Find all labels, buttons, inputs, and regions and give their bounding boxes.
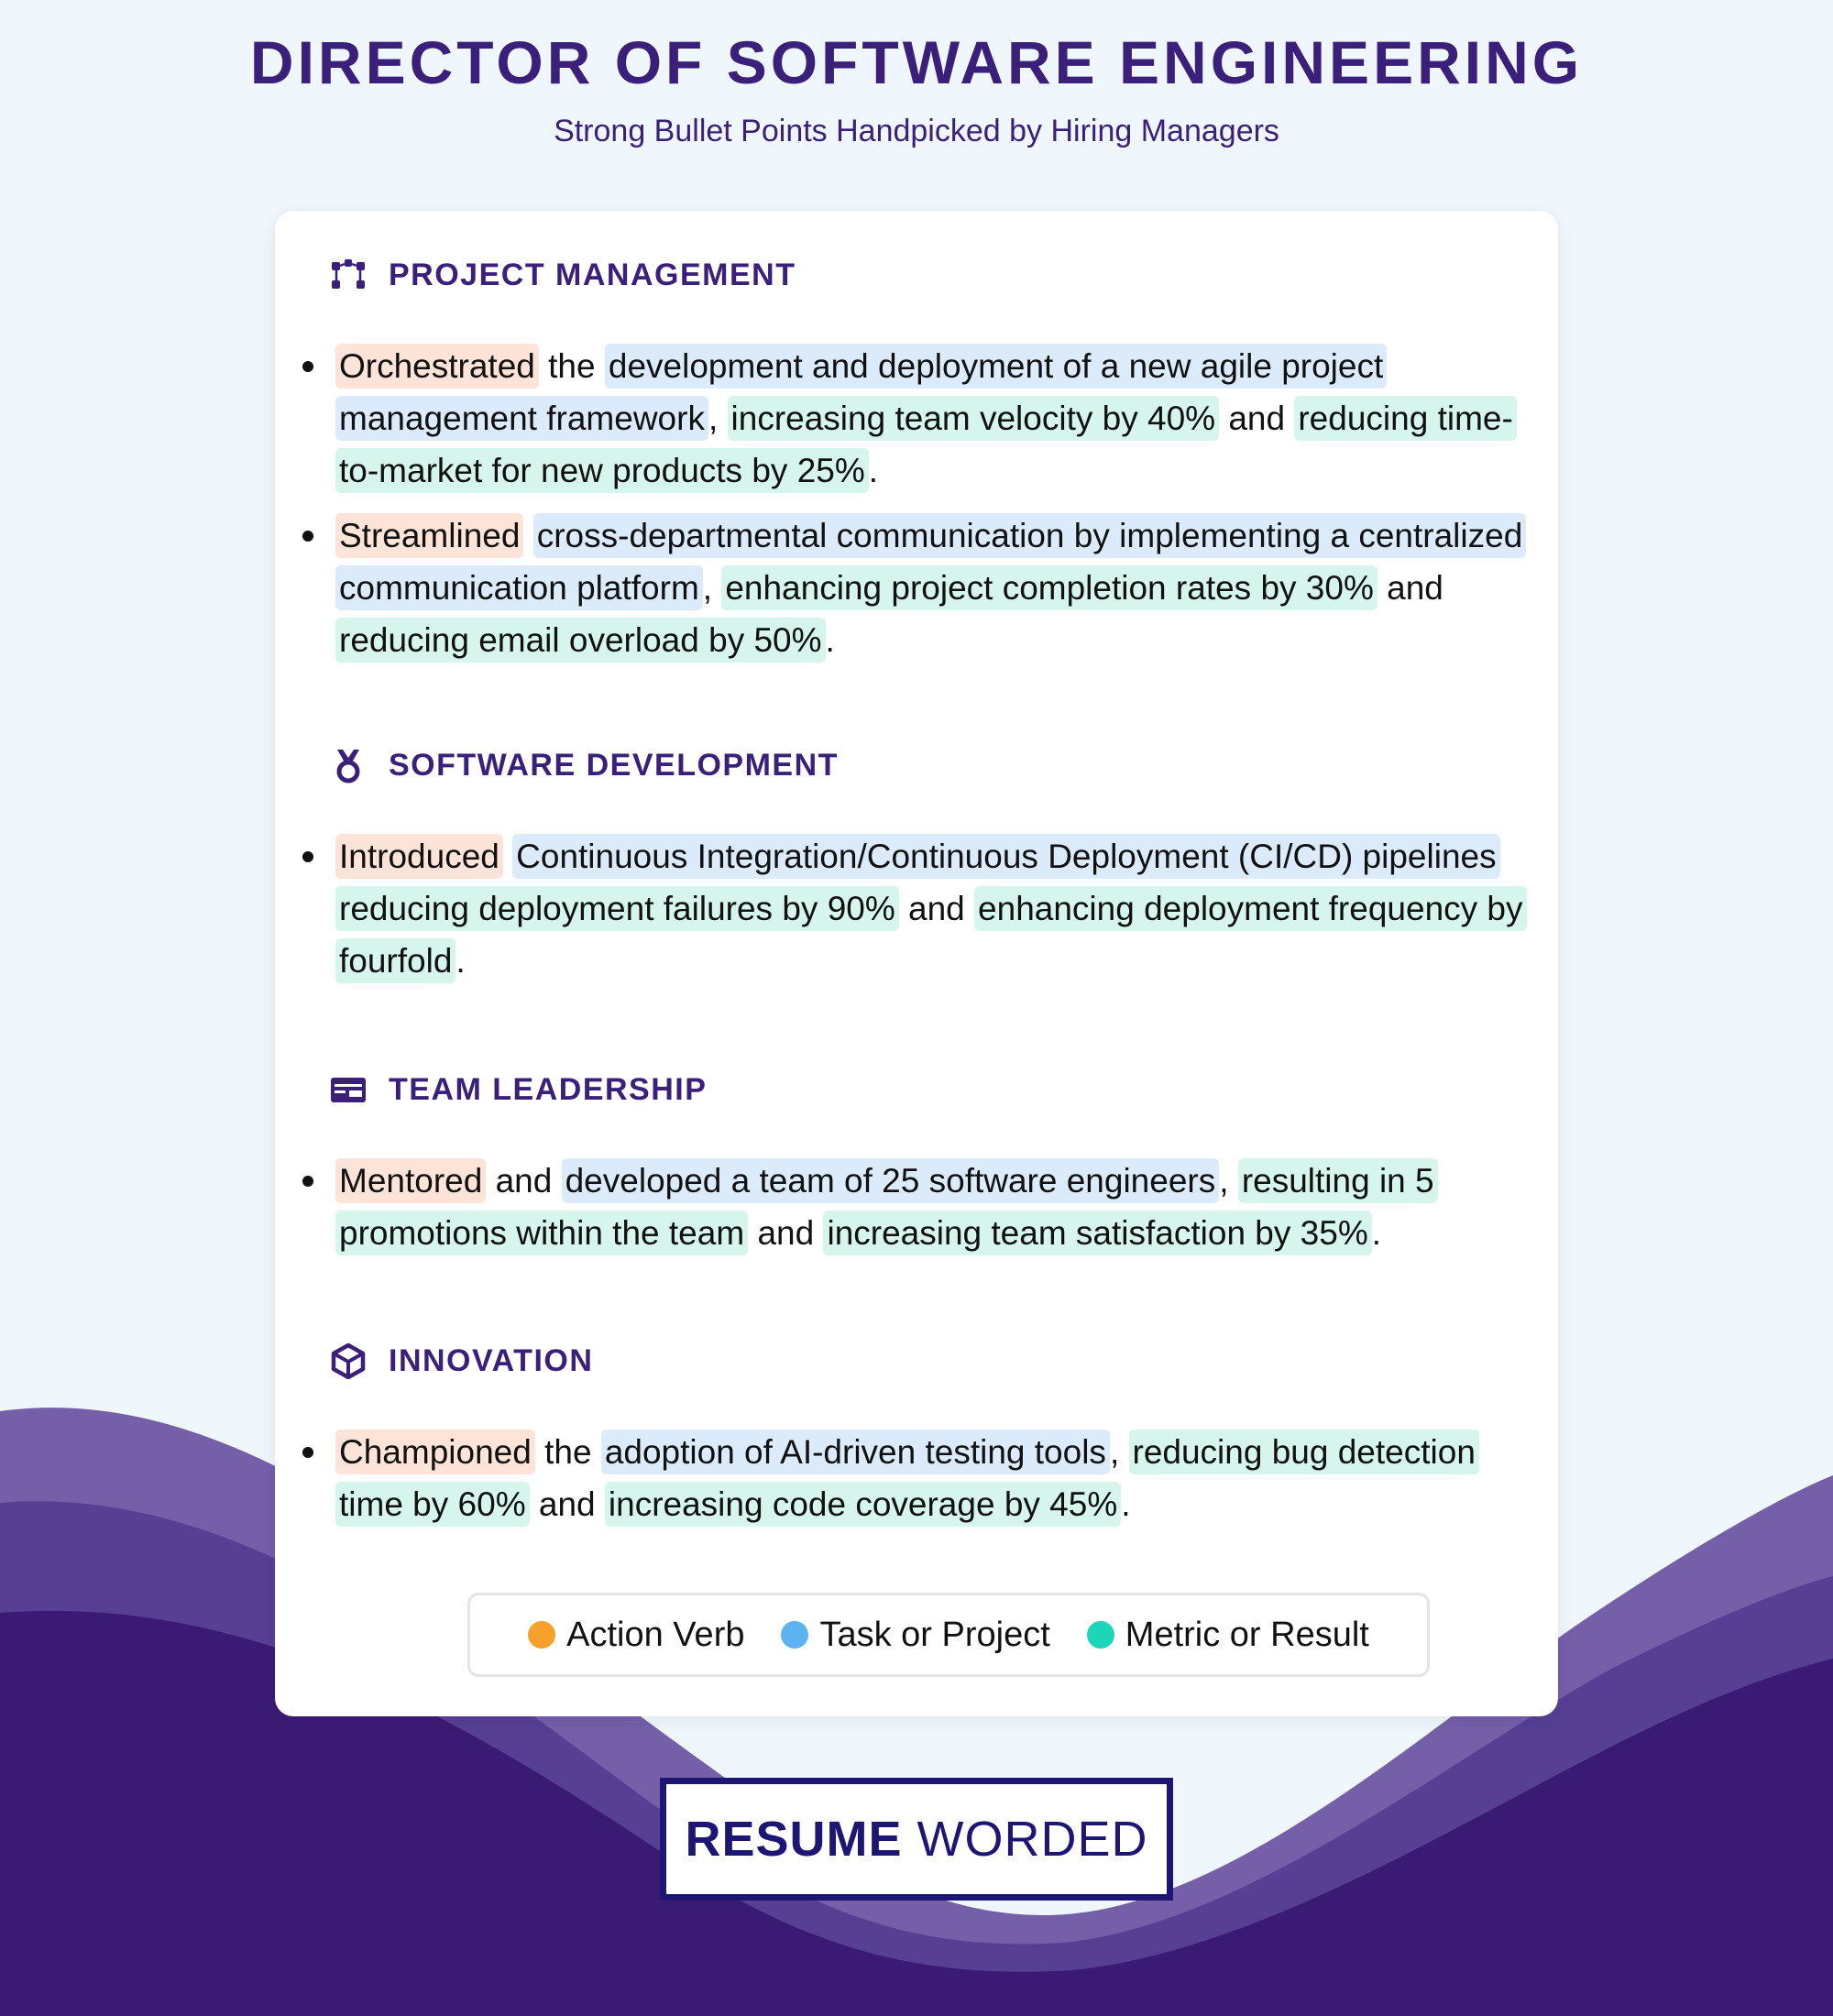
section-title: SOFTWARE DEVELOPMENT	[389, 747, 839, 783]
bullet-card	[275, 211, 1558, 1716]
highlight-metric: increasing code coverage by 45%	[605, 1482, 1121, 1527]
bullet-text: the	[538, 347, 605, 385]
page-title: DIRECTOR OF SOFTWARE ENGINEERING	[249, 28, 1584, 96]
bullet-text: .	[868, 452, 879, 489]
highlight-metric: reducing time-to-market for new products by 25%	[335, 396, 1517, 493]
bullet-text: .	[456, 942, 466, 980]
section-title: PROJECT MANAGEMENT	[389, 257, 796, 292]
bullet-text: .	[1371, 1214, 1381, 1252]
page-subtitle: Strong Bullet Points Handpicked by Hiring Managers	[554, 114, 1279, 148]
bullet-text: and	[529, 1485, 605, 1523]
color-legend	[467, 1593, 1430, 1677]
legend-item-action-verb	[528, 1616, 744, 1655]
bullet-text: and	[898, 890, 975, 927]
legend-item-task-or-project	[781, 1616, 1049, 1655]
highlight-metric: reducing deployment failures by 90%	[335, 886, 899, 931]
legend-label: Action Verb	[566, 1615, 745, 1654]
highlight-metric: increasing team satisfaction by 35%	[823, 1211, 1371, 1255]
bullet-list	[275, 830, 1525, 1000]
bullet-list	[275, 1426, 1525, 1543]
highlight-metric: enhancing project completion rates by 30%	[721, 565, 1377, 610]
highlight-verb: Championed	[335, 1430, 535, 1474]
bullet-text: ,	[702, 569, 722, 607]
bullet-text: and	[1377, 569, 1443, 607]
bullet-text: .	[825, 621, 835, 659]
highlight-verb: Introduced	[335, 834, 503, 879]
bullet-list	[275, 340, 1525, 679]
highlight-metric: reducing bug detection time by 60%	[335, 1430, 1479, 1527]
bullet-text	[523, 517, 532, 554]
highlight-task: adoption of AI-driven testing tools	[601, 1430, 1110, 1474]
bullet-text: ,	[1109, 1433, 1129, 1471]
bullet-text: the	[534, 1433, 601, 1471]
logo-bold-text: RESUME	[685, 1812, 903, 1867]
legend-dot	[1087, 1621, 1114, 1649]
network-nodes-icon	[330, 257, 367, 293]
bullet-item	[275, 509, 1525, 666]
highlight-metric: reducing email overload by 50%	[335, 618, 826, 663]
medal-icon	[330, 747, 367, 783]
highlight-task: developed a team of 25 software engineers	[562, 1158, 1220, 1203]
bullet-item	[275, 830, 1525, 987]
legend-item-metric-or-result	[1087, 1616, 1369, 1655]
highlight-metric: resulting in 5 promotions within the team	[335, 1158, 1438, 1255]
bullet-text: ,	[1219, 1162, 1238, 1200]
highlight-task: Continuous Integration/Continuous Deployment (CI/CD) pipelines	[512, 834, 1499, 879]
bullet-item	[275, 1426, 1525, 1530]
bullet-text: ,	[708, 400, 728, 437]
legend-label: Task or Project	[819, 1615, 1050, 1654]
bullet-text: and	[1219, 400, 1295, 437]
legend-dot	[781, 1621, 808, 1649]
highlight-metric: increasing team velocity by 40%	[728, 396, 1220, 441]
section-header	[330, 252, 796, 298]
legend-dot	[528, 1621, 555, 1649]
bullet-text: .	[1121, 1485, 1131, 1523]
highlight-verb: Mentored	[335, 1158, 486, 1203]
resume-worded-logo[interactable]	[660, 1778, 1173, 1901]
highlight-metric: enhancing deployment frequency by fourfold	[335, 886, 1527, 983]
logo-regular-text: WORDED	[916, 1812, 1148, 1867]
section-header	[330, 742, 839, 788]
bullet-list	[275, 1155, 1525, 1272]
highlight-task: cross-departmental communication by implementing a centralized communication platform	[335, 513, 1526, 610]
highlight-task: development and deployment of a new agile project management framework	[335, 344, 1387, 441]
bullet-text: and	[486, 1162, 562, 1200]
bullet-text: and	[748, 1214, 824, 1252]
section-header	[330, 1067, 707, 1112]
bullet-text	[503, 838, 512, 875]
section-title: TEAM LEADERSHIP	[389, 1071, 708, 1107]
id-card-icon	[330, 1071, 367, 1108]
bullet-item	[275, 1155, 1525, 1259]
highlight-verb: Orchestrated	[335, 344, 539, 389]
highlight-verb: Streamlined	[335, 513, 523, 558]
legend-label: Metric or Result	[1125, 1615, 1369, 1654]
section-title: INNOVATION	[389, 1342, 594, 1378]
bullet-item	[275, 340, 1525, 497]
cube-icon	[330, 1342, 367, 1379]
section-header	[330, 1338, 593, 1384]
